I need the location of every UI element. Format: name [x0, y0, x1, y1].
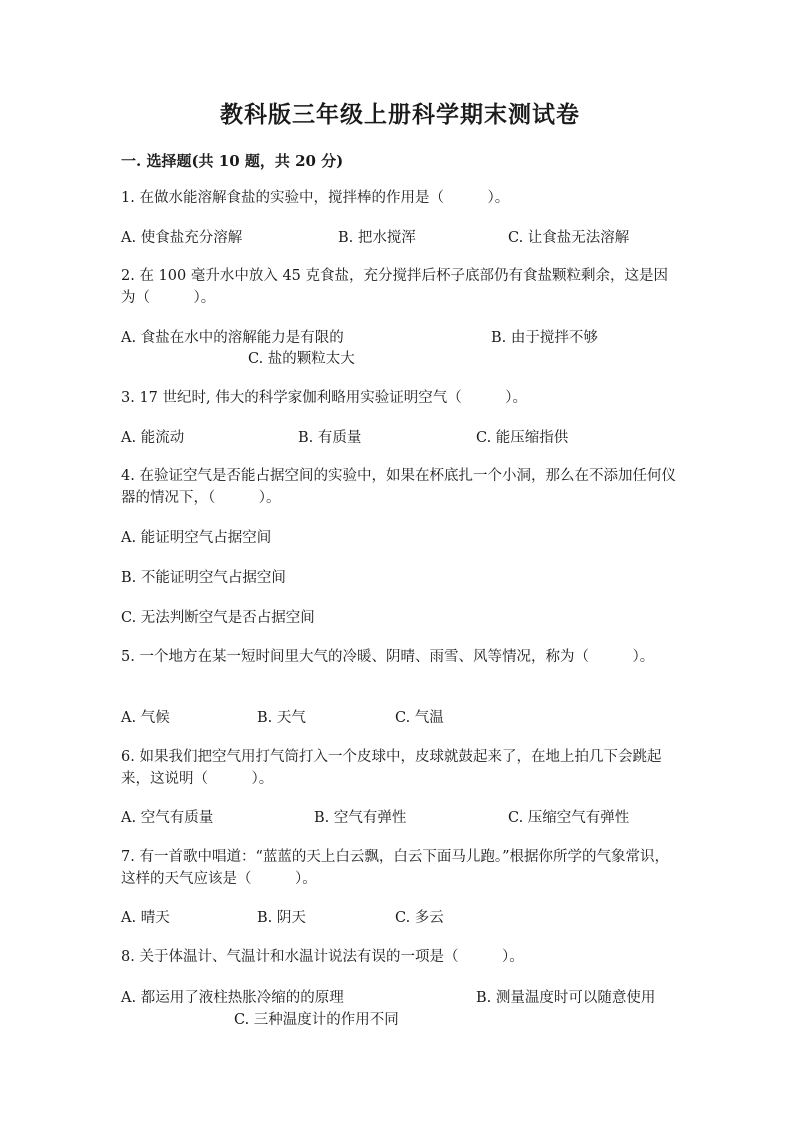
q3-option-c[interactable]: C. 能压缩指供 — [476, 430, 569, 446]
q6-option-c[interactable]: C. 压缩空气有弹性 — [508, 810, 630, 826]
q5-option-c[interactable]: C. 气温 — [395, 710, 444, 726]
q7-option-a[interactable]: A. 晴天 — [121, 910, 170, 926]
q3-option-b[interactable]: B. 有质量 — [298, 430, 362, 446]
question-5: 5. 一个地方在某一短时间里大气的冷暖、阴晴、雨雪、风等情况，称为（ ）。 — [121, 649, 655, 665]
q7-option-b[interactable]: B. 阴天 — [257, 910, 306, 926]
q7-option-c[interactable]: C. 多云 — [395, 910, 444, 926]
q2-option-b[interactable]: B. 由于搅拌不够 — [491, 330, 598, 346]
page-title: 教科版三年级上册科学期末测试卷 — [220, 101, 580, 128]
q8-option-a[interactable]: A. 都运用了液柱热胀冷缩的的原理 — [121, 990, 344, 1006]
q4-option-c[interactable]: C. 无法判断空气是否占据空间 — [121, 610, 315, 626]
q8-option-b[interactable]: B. 测量温度时可以随意使用 — [476, 990, 656, 1006]
q1-option-b[interactable]: B. 把水搅浑 — [338, 230, 416, 246]
question-7: 7. 有一首歌中唱道：“蓝蓝的天上白云飘，白云下面马儿跑。”根据你所学的气象常识，这样的天气应该是（ ）。 — [121, 849, 670, 887]
q5-option-b[interactable]: B. 天气 — [257, 710, 306, 726]
q2-option-c[interactable]: C. 盐的颗粒太大 — [248, 351, 355, 367]
q4-option-b[interactable]: B. 不能证明空气占据空间 — [121, 570, 286, 586]
question-2: 2. 在 100 毫升水中放入 45 克食盐，充分搅拌后杯子底部仍有食盐颗粒剩余，这是因为（ ）。 — [121, 268, 669, 306]
q5-option-a[interactable]: A. 气候 — [121, 710, 170, 726]
q8-option-c[interactable]: C. 三种温度计的作用不同 — [234, 1012, 399, 1028]
section-heading: 一. 选择题(共 10 题，共 20 分) — [121, 152, 344, 170]
q6-option-b[interactable]: B. 空气有弹性 — [314, 810, 407, 826]
question-4: 4. 在验证空气是否能占据空间的实验中，如果在杯底扎一个小洞，那么在不添加任何仪器的情况下，（ ）。 — [121, 468, 676, 506]
q6-option-a[interactable]: A. 空气有质量 — [121, 810, 214, 826]
q3-option-a[interactable]: A. 能流动 — [121, 430, 185, 446]
q4-option-a[interactable]: A. 能证明空气占据空间 — [121, 530, 272, 546]
question-6: 6. 如果我们把空气用打气筒打入一个皮球中，皮球就鼓起来了，在地上拍几下会跳起来，这说明（ ）。 — [121, 749, 662, 787]
question-1: 1. 在做水能溶解食盐的实验中，搅拌棒的作用是（ ）。 — [121, 190, 510, 206]
q1-option-a[interactable]: A. 使食盐充分溶解 — [121, 230, 243, 246]
question-8: 8. 关于体温计、气温计和水温计说法有误的一项是（ ）。 — [121, 949, 524, 965]
q2-option-a[interactable]: A. 食盐在水中的溶解能力是有限的 — [121, 330, 344, 346]
q1-option-c[interactable]: C. 让食盐无法溶解 — [508, 230, 630, 246]
question-3: 3. 17 世纪时, 伟大的科学家伽利略用实验证明空气（ ）。 — [121, 390, 527, 406]
